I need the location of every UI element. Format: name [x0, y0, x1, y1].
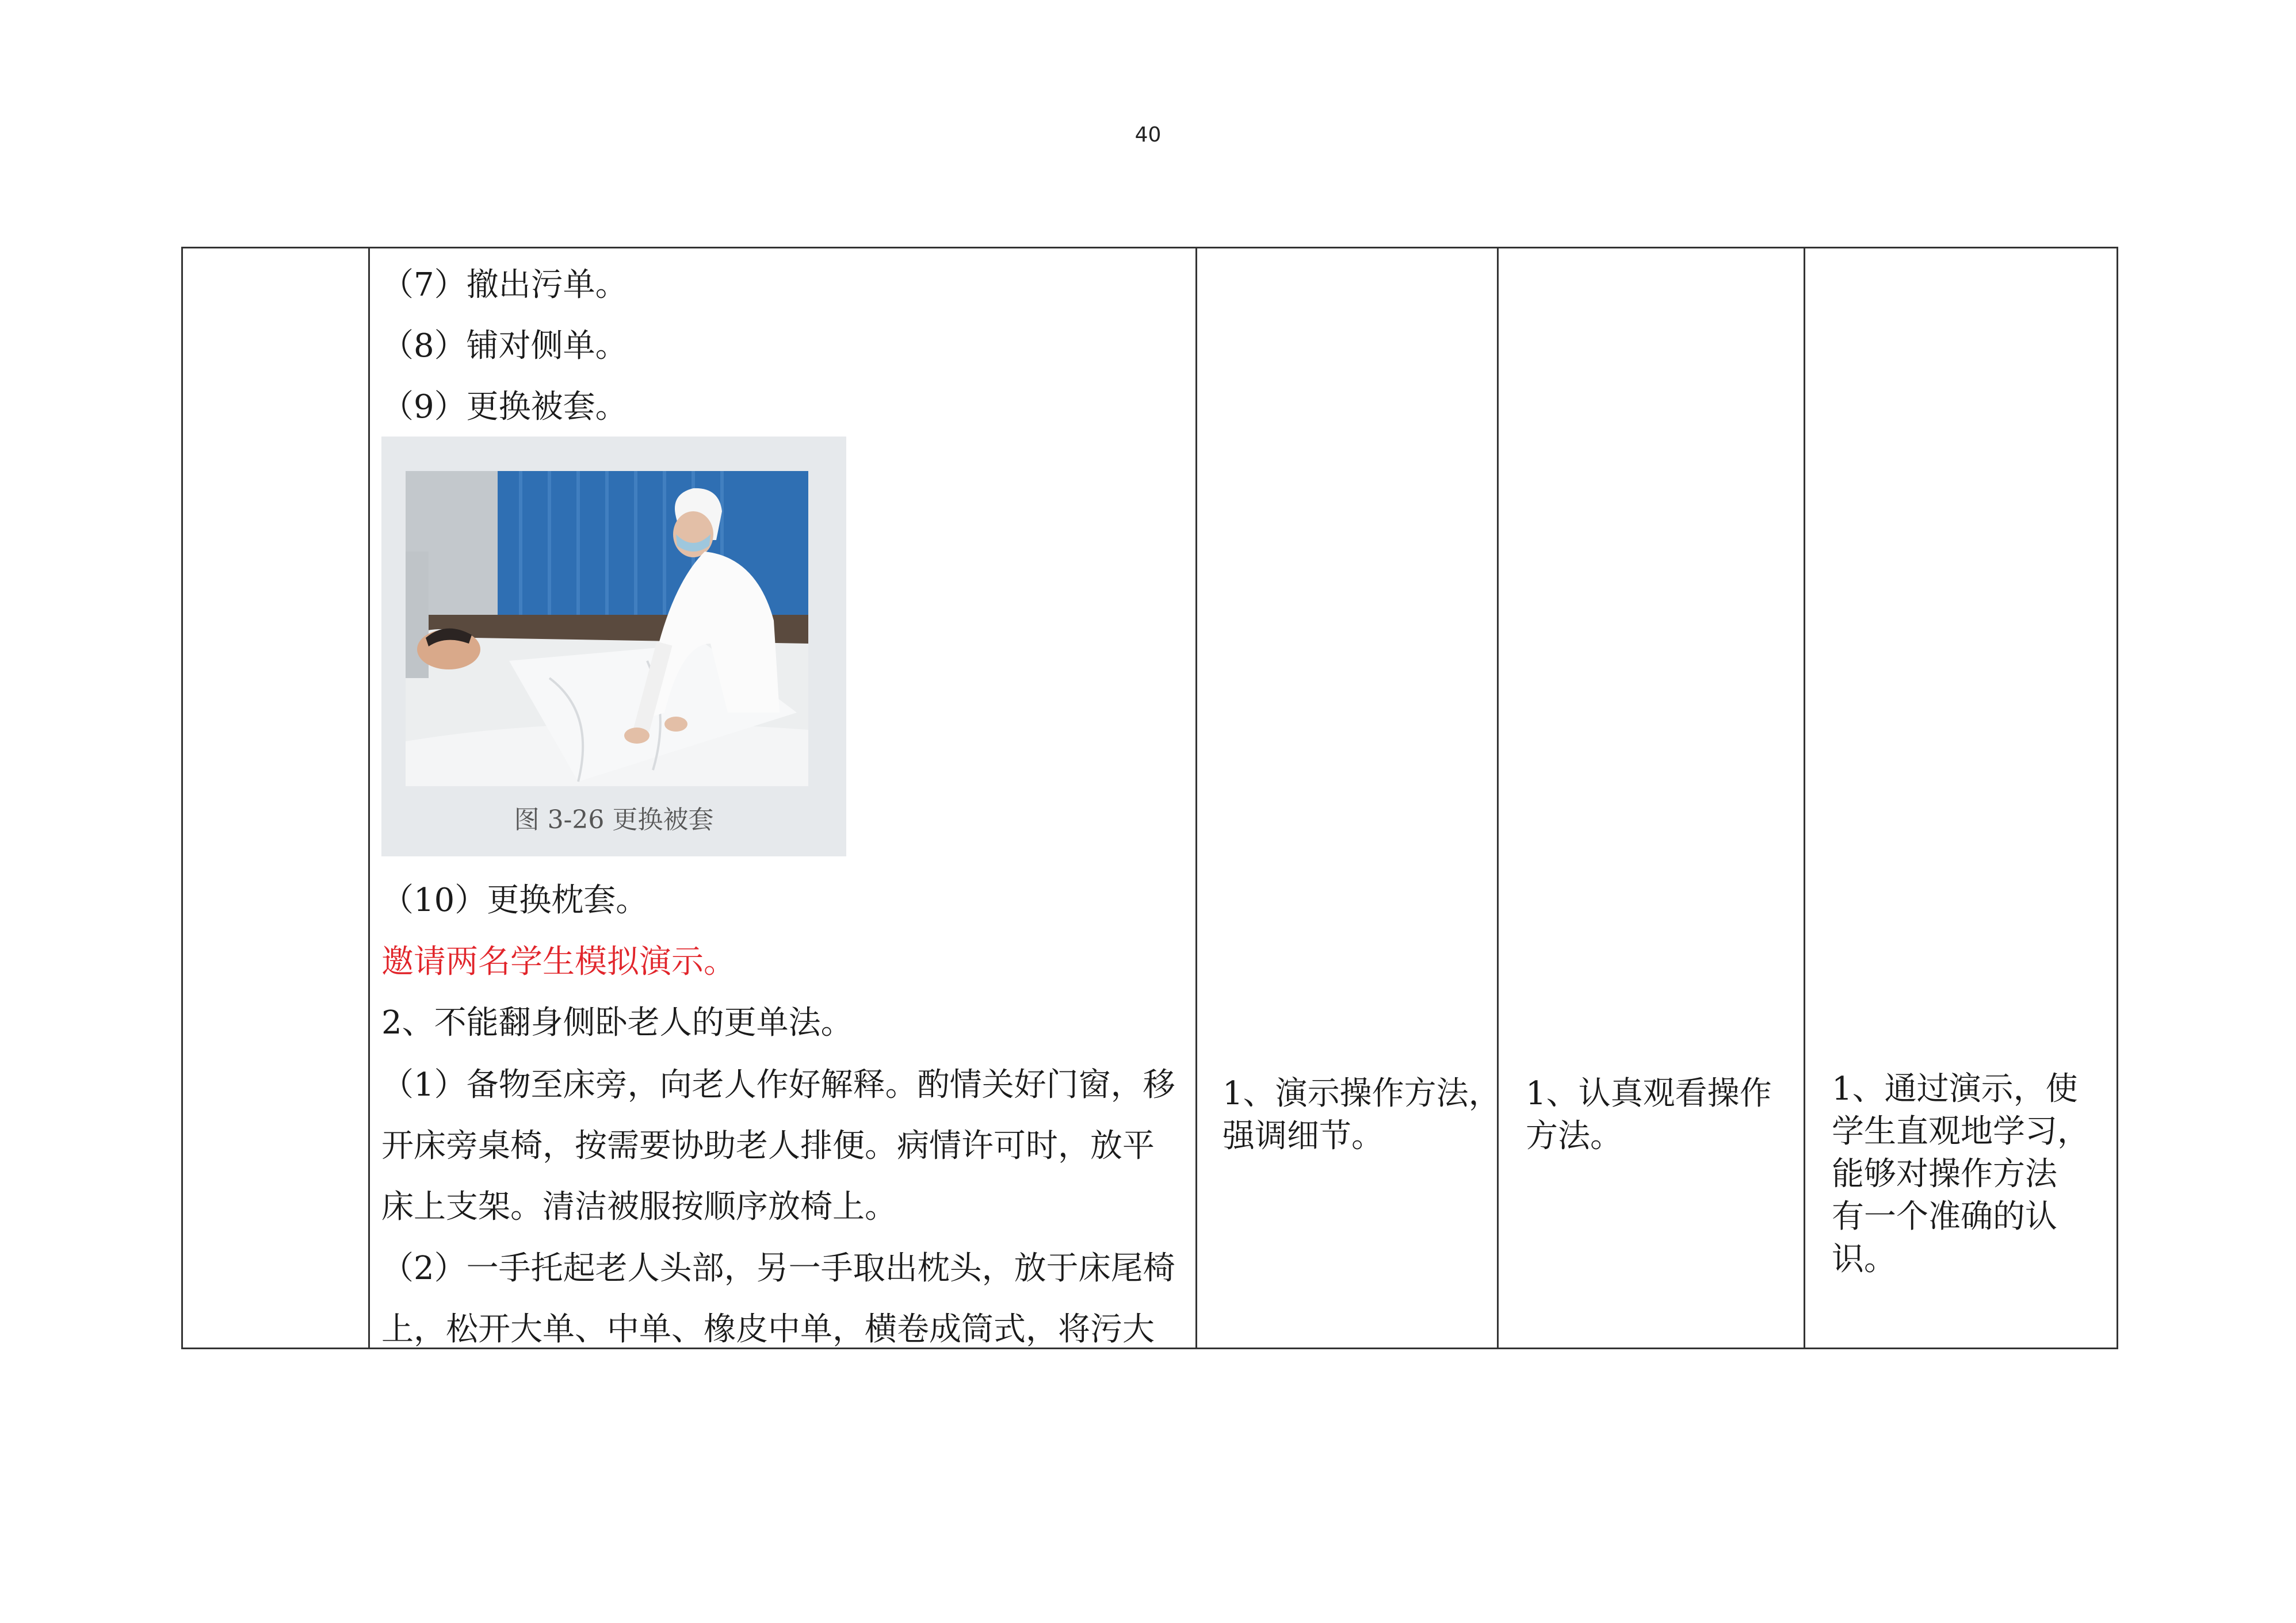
figure-caption: 图 3-26 更换被套 [514, 805, 714, 835]
nurse-changing-duvet-image [406, 471, 808, 786]
step-1-line-3: 床上支架。清洁被服按顺序放椅上。 [381, 1188, 897, 1226]
column-divider [1195, 248, 1197, 1348]
student-activity-line-1: 1、认真观看操作 [1526, 1075, 1772, 1112]
procedure-cell [381, 248, 1175, 1348]
purpose-line-4: 有一个准确的认 [1832, 1198, 2057, 1235]
purpose-line-1: 1、通过演示，使 [1832, 1070, 2078, 1108]
purpose-line-3: 能够对操作方法 [1832, 1155, 2057, 1193]
step-1-line-1: （1）备物至床旁，向老人作好解释。酌情关好门窗，移 [381, 1066, 1175, 1104]
step-2-line-2: 上，松开大单、中单、橡皮中单，横卷成筒式，将污大 [381, 1311, 1155, 1348]
column-divider [1804, 248, 1805, 1348]
step-10: （10）更换枕套。 [381, 882, 648, 919]
step-2-line-1: （2）一手托起老人头部，另一手取出枕头，放于床尾椅 [381, 1250, 1175, 1287]
invite-demo-note: 邀请两名学生模拟演示。 [381, 943, 736, 981]
purpose-line-2: 学生直观地学习， [1832, 1113, 2089, 1150]
lesson-table [181, 247, 2118, 1349]
teacher-activity-line-2: 强调细节。 [1223, 1117, 1384, 1155]
figure-3-26-photo [381, 437, 846, 856]
step-9: （9）更换被套。 [381, 388, 628, 426]
step-7: （7）撤出污单。 [381, 266, 628, 304]
column-divider [1497, 248, 1499, 1348]
teacher-activity-line-1: 1、演示操作方法， [1223, 1075, 1501, 1112]
section-heading-2: 2、不能翻身侧卧老人的更单法。 [381, 1004, 853, 1042]
student-activity-line-2: 方法。 [1526, 1117, 1622, 1155]
column-divider [368, 248, 370, 1348]
page-number: 40 [1134, 123, 1162, 147]
step-8: （8）铺对侧单。 [381, 327, 628, 365]
step-1-line-2: 开床旁桌椅，按需要协助老人排便。病情许可时，放平 [381, 1127, 1155, 1165]
purpose-line-5: 识。 [1832, 1241, 1896, 1278]
